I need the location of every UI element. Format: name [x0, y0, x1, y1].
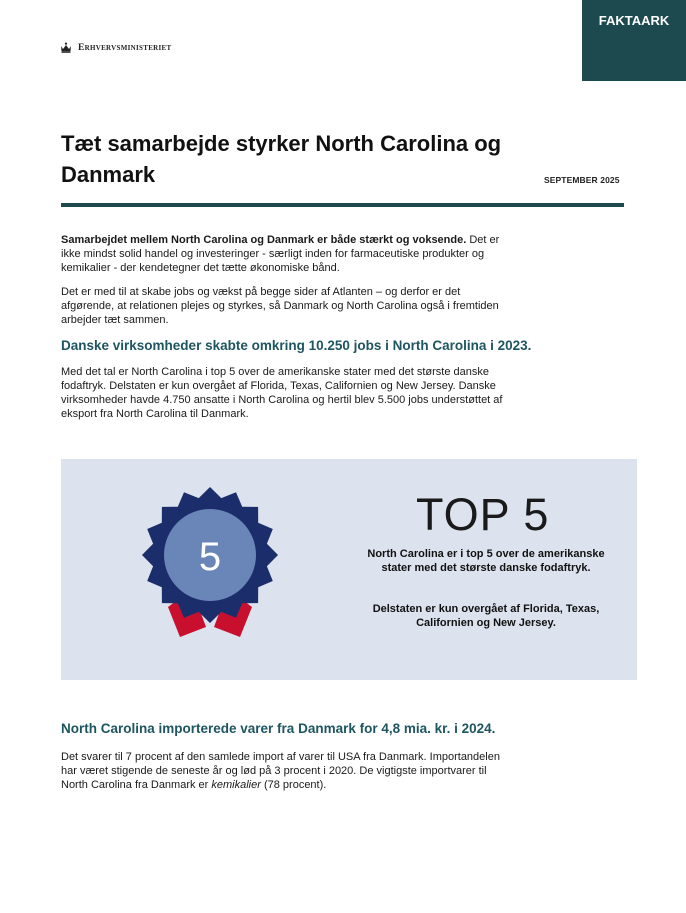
section-heading-jobs: Danske virksomheder skabte omkring 10.250 jobs i North Carolina i 2023.: [61, 338, 532, 353]
top5-infobox: [61, 459, 637, 680]
imports-body-post: (78 procent).: [260, 779, 327, 791]
section-body-imports: [61, 750, 511, 792]
crown-icon: [60, 42, 72, 53]
publication-date: SEPTEMBER 2025: [544, 175, 620, 185]
intro-lead-rest: Det er ikke mindst solid handel og investeringer - særligt inden for farmaceutiske produkter og kemikalier - der kendetegner det tætte økonomiske bånd.: [61, 234, 500, 274]
badge-number: 5: [198, 535, 222, 579]
intro-paragraph: [61, 233, 511, 275]
top5-text-1: North Carolina er i top 5 over de amerikanske stater med det største danske fodaftryk.: [367, 548, 605, 574]
section-body-jobs: Med det tal er North Carolina i top 5 over de amerikanske stater med det største danske fodaftryk. Delstaten er kun overgået af Florida, Texas, Californien og New Jersey. Danske virksomheder havde 4.750 ansatte i North Carolina og hertil blev 5.500 jobs understøttet af eksport fra North Carolina til Danmark.: [61, 366, 503, 420]
factsheet-tag-label: FAKTAARK: [598, 13, 670, 28]
title-divider: [61, 203, 624, 207]
factsheet-tag: [582, 0, 686, 81]
page-title: Tæt samarbejde styrker North Carolina og Danmark: [61, 131, 502, 187]
imports-body-em: kemikalier: [211, 779, 261, 791]
intro-paragraph-2: Det er med til at skabe jobs og vækst på begge sider af Atlanten – og derfor er det afgørende, at relationen plejes og styrkes, så Danmark og North Carolina også i fremtiden arbejder tæt sammen.: [61, 286, 499, 326]
top5-label: TOP 5: [416, 489, 550, 540]
imports-body-pre: Det svarer til 7 procent af den samlede import af varer til USA fra Danmark. Importandelen har været stigende de seneste år og lød på 3 procent i 2020. De vigtigste importvarer til North Carolina fra Danmark er: [61, 751, 500, 791]
rosette-badge-icon: [140, 487, 280, 649]
ministry-logo: [60, 42, 171, 53]
top5-text-2: Delstaten er kun overgået af Florida, Texas, Californien og New Jersey.: [372, 603, 600, 629]
intro-lead: Samarbejdet mellem North Carolina og Danmark er både stærkt og voksende.: [61, 234, 467, 246]
section-heading-imports: North Carolina importerede varer fra Danmark for 4,8 mia. kr. i 2024.: [61, 721, 496, 736]
ministry-name: Erhvervsministeriet: [78, 42, 172, 53]
